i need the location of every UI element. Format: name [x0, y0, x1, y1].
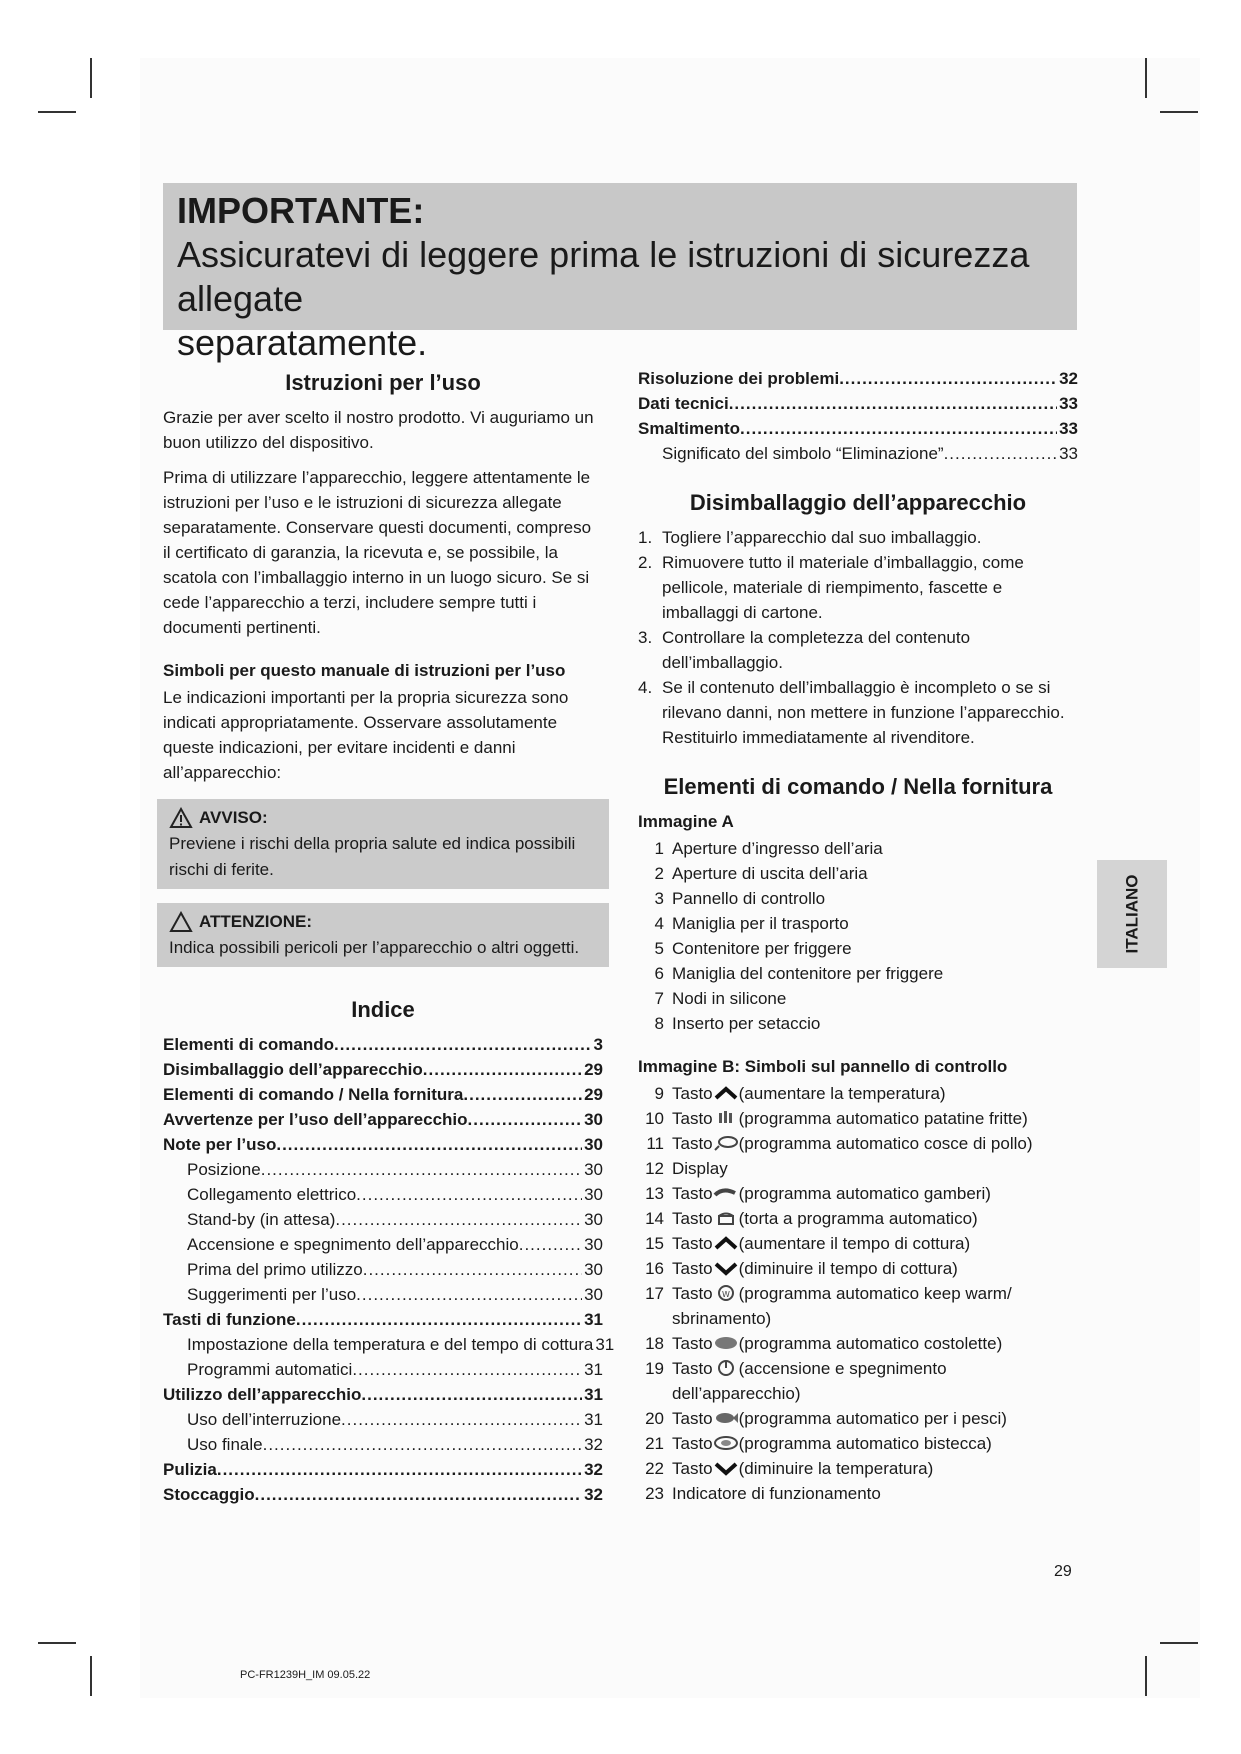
language-tab-label: ITALIANO [1122, 874, 1142, 954]
list-item: 4 Maniglia per il trasporto [654, 914, 849, 933]
avviso-box [157, 799, 609, 889]
index-entry: Uso finale ..... 32 [163, 1432, 603, 1457]
chevron-up-icon [713, 1235, 739, 1251]
intro-heading: Istruzioni per l’uso [285, 370, 481, 395]
index-entry: Elementi di comando / Nella fornitura ..... 29 [163, 1082, 603, 1107]
fries-icon [713, 1110, 739, 1126]
svg-text:W: W [721, 1290, 730, 1299]
important-banner [163, 183, 1077, 363]
language-tab [1097, 860, 1167, 968]
list-item: 19 Tasto (accensione e spegnimento dell’apparecchio) [645, 1359, 947, 1403]
list-item: 11 Tasto (programma automatico cosce di pollo) [646, 1134, 1033, 1153]
list-item: 1 Aperture d’ingresso dell’aria [654, 839, 883, 858]
list-item: 1. Togliere l’apparecchio dal suo imballaggio. [638, 528, 982, 547]
list-item: 16 Tasto (diminuire il tempo di cottura) [645, 1259, 958, 1278]
left-column [163, 360, 615, 1507]
list-item: 3. Controllare la completezza del contenuto dell’imballaggio. [638, 628, 971, 672]
intro-paragraph-2: Prima di utilizzare l’apparecchio, leggere attentamente le istruzioni per l’uso e le istruzioni di sicurezza allegate separatamente. Conservare questi documenti, compreso il certificato di garanzia, la ricevuta e, se possibile, la scatola con l’imballaggio interno in un luogo sicuro. Se si cede l’apparecchio a terzi, includere sempre tutti i documenti pertinenti. [163, 468, 592, 637]
image-b-label: Immagine B: Simboli sul pannello di controllo [638, 1057, 1008, 1076]
list-item: 2. Rimuovere tutto il materiale d’imballaggio, come pellicole, materiale di riempimento, fascette e imballaggi di cartone. [638, 553, 1024, 622]
index-entry: Accensione e spegnimento dell’apparecchio ..... 30 [163, 1232, 603, 1257]
index-entry: Tasti di funzione ..... 31 [163, 1307, 603, 1332]
attenzione-box [157, 903, 609, 967]
cake-icon [713, 1210, 739, 1226]
crop-mark [1145, 1656, 1147, 1696]
list-item: 14 Tasto (torta a programma automatico) [645, 1209, 978, 1228]
crop-mark [90, 1656, 92, 1696]
list-item: 20 Tasto (programma automatico per i pesci) [645, 1409, 1007, 1428]
list-item: 8 Inserto per setaccio [654, 1014, 821, 1033]
list-item: 6 Maniglia del contenitore per friggere [654, 964, 944, 983]
index-list [163, 1032, 615, 1507]
crop-mark [1160, 111, 1198, 113]
list-item: 3 Pannello di controllo [654, 889, 826, 908]
controls-heading: Elementi di comando / Nella fornitura [663, 774, 1053, 799]
index-entry: Uso dell’interruzione ..... 31 [163, 1407, 603, 1432]
unpacking-heading: Disimballaggio dell’apparecchio [689, 490, 1027, 515]
list-item: 5 Contenitore per friggere [654, 939, 852, 958]
crop-mark [38, 1642, 76, 1644]
index-entry: Elementi di comando ..... 3 [163, 1032, 603, 1057]
index-entry: Prima del primo utilizzo ..... 30 [163, 1257, 603, 1282]
index-heading: Indice [351, 997, 415, 1022]
chevron-up-icon [713, 1085, 739, 1101]
list-item: 17 Tasto W (programma automatico keep warm/ sbrinamento) [645, 1284, 1012, 1328]
list-item: 18 Tasto (programma automatico costolette) [645, 1334, 1003, 1353]
index-entry: Pulizia ..... 32 [163, 1457, 603, 1482]
index-entry: Dati tecnici ..... 33 [638, 391, 1078, 416]
index-list-continued [638, 366, 1078, 466]
shrimp-icon [713, 1185, 739, 1201]
list-item: 21 Tasto (programma automatico bistecca) [645, 1434, 992, 1453]
index-entry: Risoluzione dei problemi ..... 32 [638, 366, 1078, 391]
index-entry: Programmi automatici ..... 31 [163, 1357, 603, 1382]
index-entry: Note per l’uso ..... 30 [163, 1132, 603, 1157]
caution-triangle-icon [169, 911, 193, 933]
symbols-heading: Simboli per questo manuale di istruzioni per l’uso [163, 661, 566, 680]
index-entry: Significato del simbolo “Eliminazione” ..... 33 [638, 441, 1078, 466]
index-entry: Smaltimento ..... 33 [638, 416, 1078, 441]
list-item: 2 Aperture di uscita dell’aria [654, 864, 868, 883]
list-item: 9 Tasto (aumentare la temperatura) [654, 1084, 946, 1103]
crop-mark [1145, 58, 1147, 98]
list-item: 13 Tasto (programma automatico gamberi) [645, 1184, 991, 1203]
index-entry: Posizione ..... 30 [163, 1157, 603, 1182]
index-entry: Disimballaggio dell’apparecchio ..... 29 [163, 1057, 603, 1082]
index-entry: Avvertenze per l’uso dell’apparecchio ..... 30 [163, 1107, 603, 1132]
list-item: 7 Nodi in silicone [654, 989, 787, 1008]
crop-mark [1160, 1642, 1198, 1644]
list-item: 22 Tasto (diminuire la temperatura) [645, 1459, 934, 1478]
list-item: 4. Se il contenuto dell’imballaggio è incompleto o se si rilevano danni, non mettere in funzione l’apparecchio. Restituirlo immediatamente al rivenditore. [638, 678, 1065, 747]
right-column [638, 366, 1078, 1506]
attenzione-text: Indica possibili pericoli per l’apparecchio o altri oggetti. [169, 938, 580, 957]
intro-paragraph-1: Grazie per aver scelto il nostro prodotto. Vi auguriamo un buon utilizzo del dispositivo. [163, 408, 594, 452]
fish-icon [713, 1410, 739, 1426]
drumstick-icon [713, 1135, 739, 1151]
image-a-label: Immagine A [638, 812, 734, 831]
list-item: 12 Display [645, 1159, 728, 1178]
power-icon [713, 1360, 739, 1376]
steak-icon [713, 1435, 739, 1451]
chevron-down-icon [713, 1260, 739, 1276]
banner-line-1: Assicuratevi di leggere prima le istruzioni di sicurezza allegate [177, 234, 1030, 319]
index-entry: Impostazione della temperatura e del tempo di cottura 31 [187, 1335, 615, 1354]
attenzione-title: ATTENZIONE: [199, 912, 313, 931]
image-b-list [638, 1081, 1078, 1506]
index-entry: Stand-by (in attesa) ..... 30 [163, 1207, 603, 1232]
list-item: 23 Indicatore di funzionamento [645, 1484, 881, 1503]
unpacking-steps [638, 525, 1078, 750]
image-a-list [638, 836, 1078, 1036]
list-item: 15 Tasto (aumentare il tempo di cottura) [645, 1234, 971, 1253]
avviso-title: AVVISO: [199, 808, 268, 827]
avviso-text: Previene i rischi della propria salute ed indica possibili rischi di ferite. [169, 834, 576, 879]
ribs-icon [713, 1335, 739, 1351]
index-entry: Suggerimenti per l’uso ..... 30 [163, 1282, 603, 1307]
banner-title: IMPORTANTE: [177, 190, 425, 231]
crop-mark [38, 111, 76, 113]
list-item: 10 Tasto (programma automatico patatine fritte) [645, 1109, 1028, 1128]
banner-line-2: separatamente. [177, 322, 428, 363]
index-entry: Collegamento elettrico ..... 30 [163, 1182, 603, 1207]
index-entry: Utilizzo dell’apparecchio ..... 31 [163, 1382, 603, 1407]
crop-mark [90, 58, 92, 98]
index-entry: Stoccaggio ..... 32 [163, 1482, 603, 1507]
warning-triangle-icon [169, 807, 193, 829]
keep-warm-icon [713, 1285, 739, 1301]
chevron-down-icon [713, 1460, 739, 1476]
footer-code: PC-FR1239H_IM 09.05.22 [240, 1669, 371, 1681]
symbols-text: Le indicazioni importanti per la propria sicurezza sono indicati appropriatamente. Osservare assolutamente queste indicazioni, per evitare incidenti e danni all’apparecchio: [163, 688, 569, 782]
page-number: 29 [1054, 1563, 1072, 1580]
